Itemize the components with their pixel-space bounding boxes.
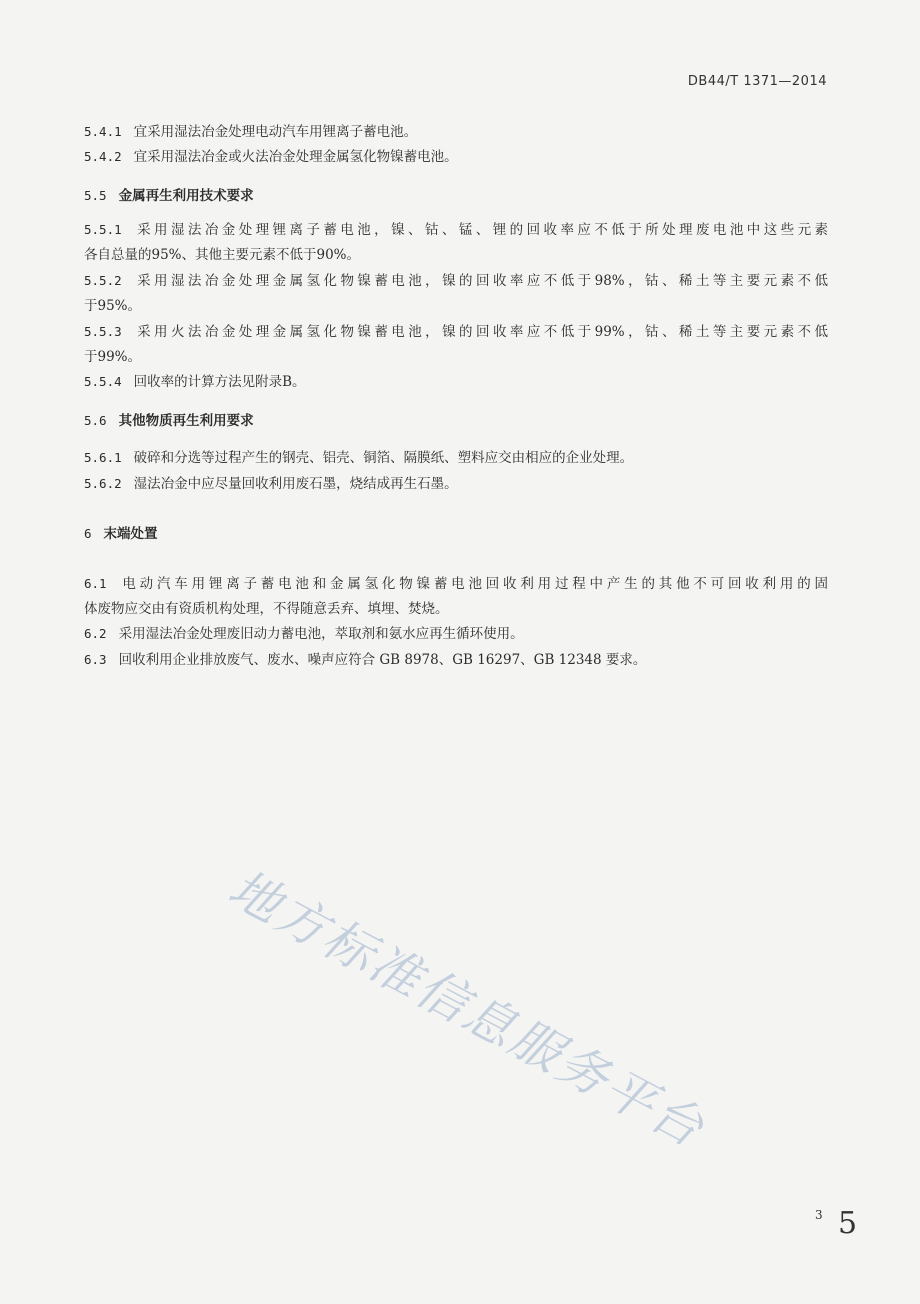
- clause-5-5-3: [84, 322, 828, 342]
- clause-number: 5.5.2: [84, 273, 122, 288]
- clause-6-2: [84, 624, 524, 644]
- section-title: 其他物质再生利用要求: [118, 413, 254, 429]
- section-number: 5.5: [84, 188, 107, 203]
- clause-number: 5.4.1: [84, 124, 122, 139]
- clause-5-5-4: [84, 372, 306, 392]
- clause-text: 回收利用企业排放废气、废水、噪声应符合 GB 8978、GB 16297、GB 12348 要求。: [118, 652, 647, 668]
- chapter-heading-6: [84, 524, 158, 544]
- clause-5-5-2-cont: [84, 296, 141, 316]
- clause-5-6-2: [84, 474, 458, 494]
- clause-text: 采用湿法冶金处理废旧动力蓄电池，萃取剂和氨水应再生循环使用。: [118, 626, 524, 642]
- section-heading-5-6: [84, 411, 254, 431]
- clause-text: 采用湿法冶金处理金属氢化物镍蓄电池，镍的回收率应不低于98%，钴、稀土等主要元素不低: [133, 273, 828, 289]
- standard-code: DB44/T 1371—2014: [687, 74, 827, 89]
- clause-text: 于99%。: [84, 349, 142, 365]
- page-number-large: 5: [838, 1206, 858, 1241]
- clause-text: 破碎和分选等过程产生的钢壳、铝壳、铜箔、隔膜纸、塑料应交由相应的企业处理。: [133, 450, 634, 466]
- chapter-number: 6: [84, 526, 92, 541]
- clause-text: 采用湿法冶金处理锂离子蓄电池，镍、钴、锰、锂的回收率应不低于所处理废电池中这些元素: [133, 222, 828, 238]
- section-number: 5.6: [84, 413, 107, 428]
- clause-number: 5.5.3: [84, 324, 122, 339]
- clause-6-1: [84, 574, 828, 594]
- section-title: 金属再生利用技术要求: [118, 188, 254, 204]
- clause-text: 体废物应交由有资质机构处理，不得随意丢弃、填埋、焚烧。: [84, 601, 449, 617]
- clause-number: 6.3: [84, 652, 107, 667]
- clause-text: 回收率的计算方法见附录B。: [133, 374, 306, 390]
- clause-text: 采用火法冶金处理金属氢化物镍蓄电池，镍的回收率应不低于99%，钴、稀土等主要元素不低: [133, 324, 828, 340]
- clause-5-6-1: [84, 448, 633, 468]
- clause-text: 于95%。: [84, 298, 142, 314]
- clause-5-4-2: [84, 147, 458, 167]
- clause-6-1-cont: [84, 599, 449, 619]
- clause-text: 宜采用湿法冶金处理电动汽车用锂离子蓄电池。: [133, 124, 418, 140]
- clause-number: 5.5.4: [84, 374, 122, 389]
- clause-5-5-1: [84, 220, 828, 240]
- clause-5-5-3-cont: [84, 347, 141, 367]
- clause-6-3: [84, 650, 646, 670]
- clause-number: 5.5.1: [84, 222, 122, 237]
- watermark-text: 地方标准信息服务平台: [219, 858, 715, 1159]
- clause-number: 5.6.2: [84, 476, 122, 491]
- page-number-small: 3: [815, 1208, 823, 1222]
- clause-5-5-1-cont: [84, 245, 360, 265]
- clause-text: 宜采用湿法冶金或火法冶金处理金属氢化物镍蓄电池。: [133, 149, 458, 165]
- clause-number: 6.1: [84, 576, 107, 591]
- clause-5-5-2: [84, 271, 828, 291]
- clause-number: 6.2: [84, 626, 107, 641]
- clause-text: 各自总量的95%、其他主要元素不低于90%。: [84, 247, 361, 263]
- clause-number: 5.4.2: [84, 149, 122, 164]
- clause-text: 电动汽车用锂离子蓄电池和金属氢化物镍蓄电池回收利用过程中产生的其他不可回收利用的固: [118, 576, 828, 592]
- clause-number: 5.6.1: [84, 450, 122, 465]
- chapter-title: 末端处置: [103, 526, 158, 542]
- clause-text: 湿法冶金中应尽量回收利用废石墨，烧结成再生石墨。: [133, 476, 458, 492]
- clause-5-4-1: [84, 122, 417, 142]
- section-heading-5-5: [84, 186, 254, 206]
